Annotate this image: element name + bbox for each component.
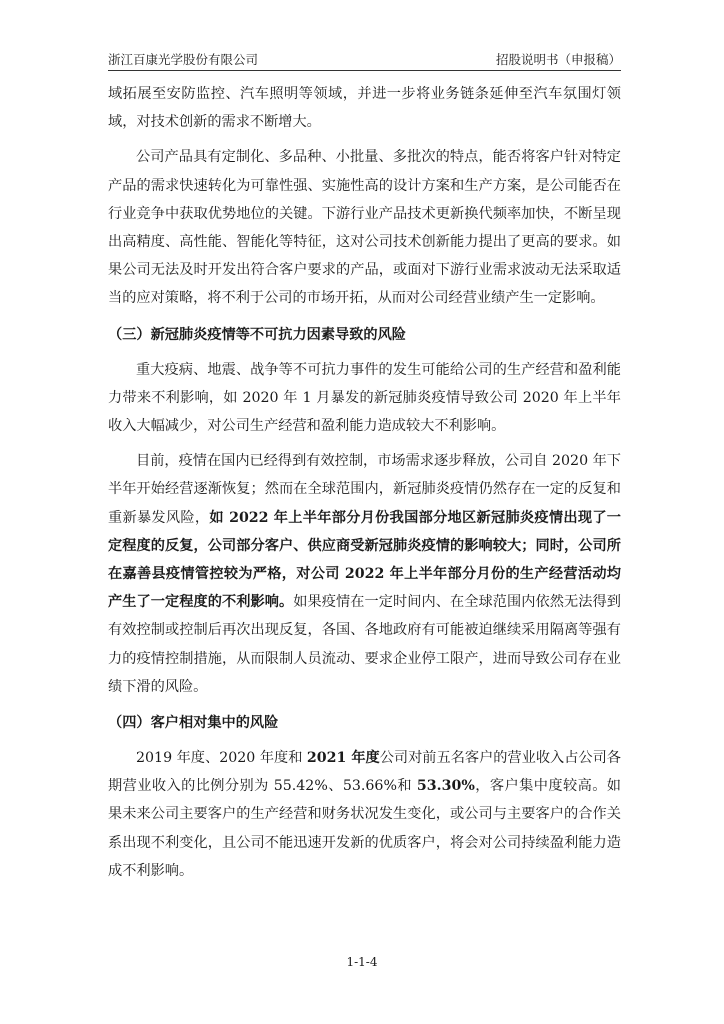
- section-heading-4: （四）客户相对集中的风险: [108, 715, 279, 732]
- paragraph-4-bold: 如 2022 年上半年部分月份我国部分地区新冠肺炎疫情出现了一定程度的反复，公司部分客户、供应商受新冠肺炎疫情的影响较大；同时，公司所在嘉善县疫情管控较为严格，对公司 2022 年上半年部分月份的生产经营活动均产生了一定程度的不利影响。: [108, 509, 621, 611]
- paragraph-5-part-c: 公司对前五名客户的营业收入占公司各期营业收入的比例分别为 55.42%、53.66%和: [108, 750, 621, 795]
- page-number: 1-1-4: [346, 955, 378, 969]
- paragraph-1: 域拓展至安防监控、汽车照明等领域，并进一步将业务链条延伸至汽车氛围灯领域，对技术创新的需求不断增大。: [108, 86, 621, 131]
- company-name: 浙江百康光学股份有限公司: [108, 52, 259, 67]
- paragraph-5: [108, 744, 621, 885]
- paragraph-5-part-e: ，客户集中度较高。如果未来公司主要客户的生产经营和财务状况发生变化，或公司与主要客户的合作关系出现不利变化，且公司不能迅速开发新的优质客户，将会对公司持续盈利能力造成不利影响。: [108, 778, 621, 879]
- paragraph-5-part-a: 2019 年度、2020 年度和: [136, 750, 307, 767]
- section-heading-3: （三）新冠肺炎疫情等不可抗力因素导致的风险: [108, 326, 406, 343]
- paragraph-5-bold-percent: 53.30%: [416, 778, 475, 795]
- document-body: [108, 80, 621, 885]
- paragraph-3: 重大疫病、地震、战争等不可抗力事件的发生可能给公司的生产经营和盈利能力带来不利影响，如 2020 年 1 月暴发的新冠肺炎疫情导致公司 2020 年上半年收入大幅减少，对公司生产经营和盈利能力造成较大不利影响。: [108, 361, 621, 435]
- document-type: 招股说明书（申报稿）: [495, 52, 621, 67]
- paragraph-2: 公司产品具有定制化、多品种、小批量、多批次的特点，能否将客户针对特定产品的需求快速转化为可靠性强、实施性高的设计方案和生产方案，是公司能否在行业竞争中获取优势地位的关键。下游行业产品技术更新换代频率加快，不断呈现出高精度、高性能、智能化等特征，这对公司技术创新能力提出了更高的要求。如果公司无法及时开发出符合客户要求的产品，或面对下游行业需求波动无法采取适当的应对策略，将不利于公司的市场开拓，从而对公司经营业绩产生一定影响。: [108, 149, 621, 307]
- paragraph-4-part-a: 目前，疫情在国内已经得到有效控制，市场需求逐步释放，公司自 2020 年下半年开始经营逐渐恢复；然而在全球范围内，新冠肺炎疫情仍然存在一定的反复和重新暴发风险，: [108, 453, 621, 526]
- paragraph-4-part-c: 如果疫情在一定时间内、在全球范围内依然无法得到有效控制或控制后再次出现反复，各国、各地政府有可能被迫继续采用隔离等强有力的疫情控制措施，从而限制人员流动、要求企业停工限产，进而导致公司存在业绩下滑的风险。: [108, 594, 621, 695]
- paragraph-4: [108, 447, 621, 701]
- page-header: [108, 50, 621, 71]
- paragraph-5-bold-year: 2021 年度: [306, 750, 380, 767]
